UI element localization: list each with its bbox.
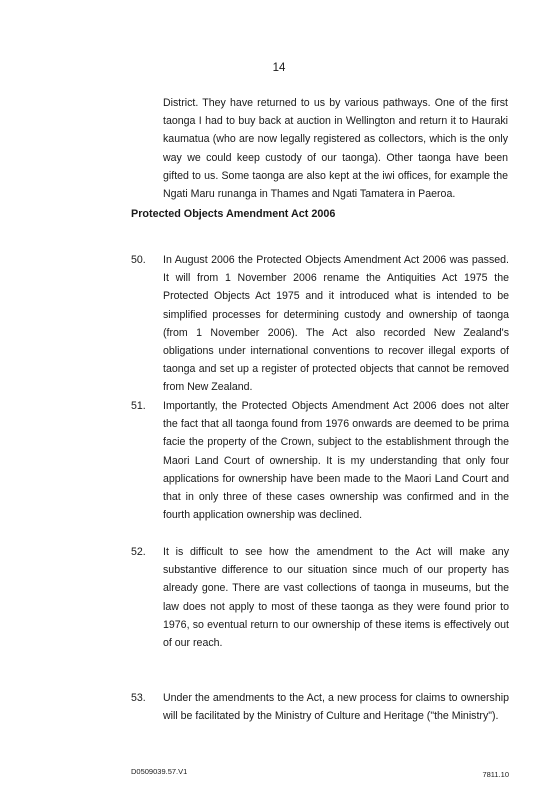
- paragraph-50: [131, 251, 509, 397]
- paragraph-number: 52.: [131, 546, 146, 558]
- page-number: 14: [272, 62, 286, 74]
- paragraph-text: In August 2006 the Protected Objects Amendment Act 2006 was passed. It will from 1 November 2006 rename the Antiquities Act 1975 the Protected Objects Act 1975 and it introduced what is intended to be simplified processes for determining custody and ownership of taonga (from 1 November 2006). The Act also recorded New Zealand's obligations under international conventions to recover illegal exports of taonga and set up a register of protected objects that cannot be removed from New Zealand.: [163, 254, 509, 394]
- file-number: 7811.10: [482, 770, 509, 779]
- paragraph-53: [131, 689, 509, 725]
- document-reference: D0509039.57.V1: [131, 767, 188, 776]
- paragraph-number: 51.: [131, 400, 146, 412]
- paragraph-text: Importantly, the Protected Objects Amendment Act 2006 does not alter the fact that all taonga found from 1976 onwards are deemed to be prima facie the property of the Crown, subject to the establishment through the Maori Land Court of ownership. It is my understanding that only four applications for ownership have been made to the Maori Land Court and that in only three of these cases ownership was confirmed and in the fourth application ownership was declined.: [163, 400, 509, 522]
- intro-paragraph: District. They have returned to us by various pathways. One of the first taonga I had to buy back at auction in Wellington and return it to Hauraki kaumatua (who are now legally registered as collectors, which is the only way we could keep custody of our taonga). Other taonga have been gifted to us. Some taonga are also kept at the iwi offices, for example the Ngati Maru runanga in Thames and Ngati Tamatera in Paeroa.: [163, 97, 508, 201]
- paragraph-text: Under the amendments to the Act, a new process for claims to ownership will be facilitated by the Ministry of Culture and Heritage ("the Ministry").: [163, 692, 509, 723]
- paragraph-number: 50.: [131, 254, 146, 266]
- paragraph-number: 53.: [131, 692, 146, 704]
- paragraph-52: [131, 543, 509, 652]
- section-heading: Protected Objects Amendment Act 2006: [131, 208, 336, 220]
- paragraph-text: It is difficult to see how the amendment to the Act will make any substantive difference to our situation since much of our property has already gone. There are vast collections of taonga in museums, but the law does not apply to most of these taonga as they were found prior to 1976, so eventual return to our ownership of these items is effectively out of our reach.: [163, 546, 509, 650]
- paragraph-51: [131, 397, 509, 524]
